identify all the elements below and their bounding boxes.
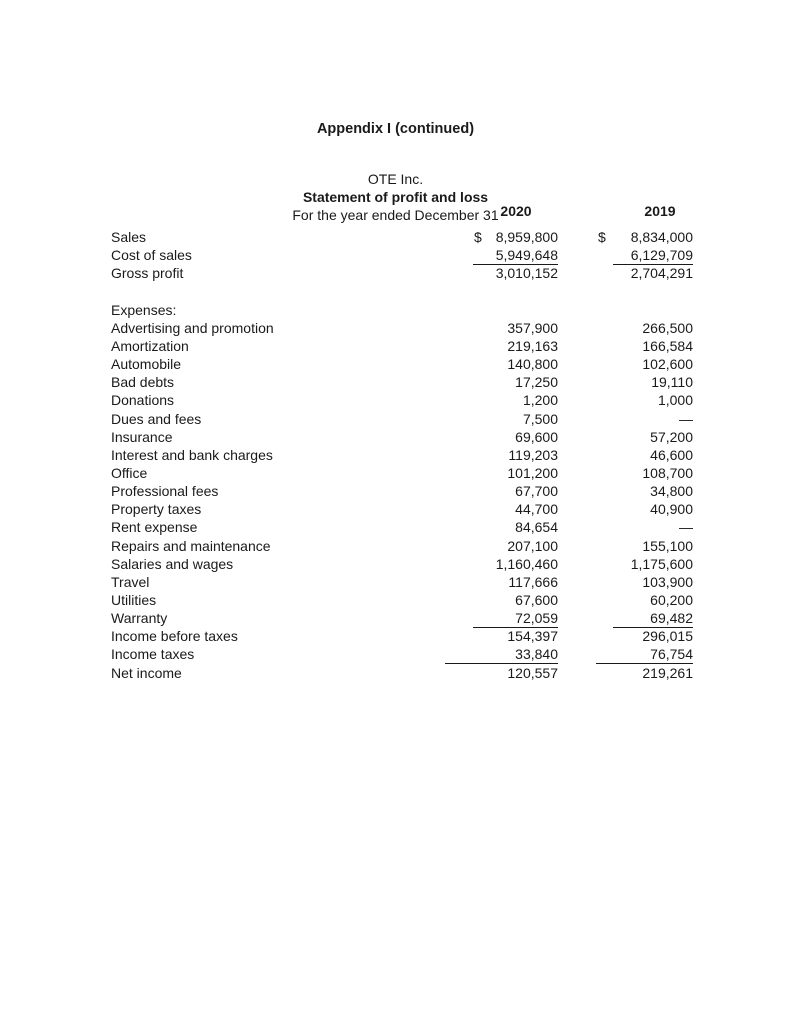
value-2019 <box>590 410 693 428</box>
value-2020 <box>440 627 558 645</box>
value-2019 <box>590 337 693 355</box>
value-text: 6,129,709 <box>630 247 693 264</box>
table-row <box>0 446 791 464</box>
value-2020 <box>440 410 558 428</box>
value-2019 <box>590 464 693 482</box>
value-2020 <box>440 609 558 627</box>
value-text: 101,200 <box>507 464 558 481</box>
value-2020 <box>440 355 558 373</box>
value-text: 5,949,648 <box>495 247 558 264</box>
value-text: 119,203 <box>508 446 558 463</box>
value-text: 154,397 <box>507 628 558 645</box>
value-2019 <box>590 537 693 555</box>
row-label: Expenses: <box>111 301 177 318</box>
table-row <box>0 555 791 573</box>
value-2020 <box>440 500 558 518</box>
value-text: 46,600 <box>650 446 693 463</box>
value-text: 219,261 <box>642 664 693 681</box>
appendix-title: Appendix I (continued) <box>316 121 475 137</box>
table-row <box>0 391 791 409</box>
value-text: 69,482 <box>650 610 693 627</box>
value-text: 3,010,152 <box>495 265 558 282</box>
value-text: 72,059 <box>515 610 558 627</box>
value-2019 <box>590 573 693 591</box>
value-2019 <box>590 482 693 500</box>
value-2020 <box>440 518 558 536</box>
row-label: Cost of sales <box>111 247 192 264</box>
value-2020 <box>440 482 558 500</box>
table-row <box>0 319 791 337</box>
table-row <box>0 464 791 482</box>
value-text: 219,163 <box>507 337 558 354</box>
table-row <box>0 373 791 391</box>
row-label: Automobile <box>111 356 182 373</box>
table-row <box>0 337 791 355</box>
value-2019 <box>590 391 693 409</box>
value-text: 67,600 <box>515 592 558 608</box>
value-text: 33,840 <box>515 646 558 663</box>
value-text: 117,666 <box>508 573 558 590</box>
value-text: 19,110 <box>651 374 693 391</box>
value-2020 <box>440 591 558 609</box>
table-row <box>0 282 791 300</box>
value-2019 <box>590 609 693 627</box>
value-2019 <box>590 355 693 373</box>
row-label: Rent expense <box>111 519 198 536</box>
row-label: Donations <box>111 392 175 409</box>
value-text: 1,175,600 <box>630 555 693 572</box>
row-label: Net income <box>111 664 182 681</box>
value-2019 <box>590 627 693 645</box>
value-text: 108,700 <box>642 464 693 481</box>
table-row <box>0 264 791 282</box>
value-text: 44,700 <box>515 501 558 518</box>
value-text: 140,800 <box>507 356 558 373</box>
table-row <box>0 573 791 591</box>
value-text: 76,754 <box>650 646 693 663</box>
row-label: Advertising and promotion <box>111 319 274 336</box>
value-2020 <box>440 537 558 555</box>
row-label: Dues and fees <box>111 410 202 427</box>
table-row <box>0 246 791 264</box>
row-label: Professional fees <box>111 483 219 500</box>
row-label: Utilities <box>111 592 157 608</box>
table-row <box>0 228 791 246</box>
row-label: Salaries and wages <box>111 555 234 572</box>
row-label: Bad debts <box>111 374 175 391</box>
value-2019 <box>590 664 693 682</box>
value-2020 <box>440 264 558 282</box>
value-2020 <box>440 319 558 337</box>
value-2019 <box>590 319 693 337</box>
table-row <box>0 355 791 373</box>
company-name: OTE Inc. <box>367 171 424 187</box>
value-2019 <box>590 264 693 282</box>
row-label: Interest and bank charges <box>111 446 273 463</box>
column-header-2019: 2019 <box>644 203 676 219</box>
value-text: 1,000 <box>657 392 693 409</box>
value-2019 <box>590 555 693 573</box>
value-text: 1,160,460 <box>495 555 558 572</box>
value-text: 84,654 <box>515 519 558 536</box>
value-2020 <box>440 246 558 264</box>
table-row <box>0 645 791 663</box>
value-2019 <box>590 228 693 246</box>
value-text: 2,704,291 <box>630 265 693 282</box>
table-row <box>0 537 791 555</box>
value-2020 <box>440 555 558 573</box>
value-2019 <box>590 428 693 446</box>
currency-symbol: $ <box>598 229 606 245</box>
value-text: — <box>679 519 693 536</box>
value-2020 <box>440 573 558 591</box>
table-row <box>0 518 791 536</box>
value-text: 67,700 <box>515 483 558 500</box>
value-2020 <box>440 228 558 246</box>
value-text: — <box>679 410 693 427</box>
value-text: 69,600 <box>515 428 558 445</box>
value-2019 <box>590 373 693 391</box>
value-text: 296,015 <box>642 628 693 645</box>
value-2020 <box>440 446 558 464</box>
value-2020 <box>440 464 558 482</box>
value-text: 40,900 <box>650 501 693 518</box>
value-2020 <box>440 337 558 355</box>
row-label: Insurance <box>111 428 173 445</box>
value-2019 <box>590 500 693 518</box>
currency-symbol: $ <box>474 229 482 245</box>
table-row <box>0 591 791 609</box>
value-text: 166,584 <box>642 337 693 354</box>
value-text: 17,250 <box>515 374 558 391</box>
value-text: 207,100 <box>507 537 558 554</box>
value-text: 103,900 <box>642 573 693 590</box>
row-label: Property taxes <box>111 501 202 518</box>
table-row <box>0 500 791 518</box>
value-text: 8,834,000 <box>630 229 693 245</box>
row-label: Travel <box>111 573 150 590</box>
value-2019 <box>590 246 693 264</box>
row-label: Amortization <box>111 337 189 354</box>
value-text: 57,200 <box>650 428 693 445</box>
table-row <box>0 428 791 446</box>
column-header-2020: 2020 <box>500 203 532 219</box>
table-row <box>0 301 791 319</box>
period-subtitle: For the year ended December 31 <box>292 207 499 223</box>
row-label: Repairs and maintenance <box>111 537 271 554</box>
table-row <box>0 609 791 627</box>
value-2020 <box>440 373 558 391</box>
value-2019 <box>590 645 693 663</box>
value-2020 <box>440 391 558 409</box>
value-text: 8,959,800 <box>495 229 558 245</box>
value-text: 120,557 <box>507 664 558 681</box>
table-row <box>0 664 791 682</box>
row-label: Gross profit <box>111 265 184 282</box>
value-2019 <box>590 518 693 536</box>
value-text: 155,100 <box>642 537 693 554</box>
value-text: 102,600 <box>642 356 693 373</box>
value-2019 <box>590 446 693 464</box>
value-2020 <box>440 664 558 682</box>
row-label: Income taxes <box>111 646 195 663</box>
value-text: 266,500 <box>642 319 693 336</box>
value-text: 357,900 <box>507 319 558 336</box>
table-row <box>0 482 791 500</box>
row-label: Sales <box>111 229 147 245</box>
value-2019 <box>590 591 693 609</box>
table-row <box>0 410 791 428</box>
value-text: 7,500 <box>522 410 558 427</box>
value-text: 60,200 <box>650 592 693 608</box>
table-row <box>0 627 791 645</box>
value-2020 <box>440 428 558 446</box>
row-label: Office <box>111 464 148 481</box>
statement-title: Statement of profit and loss <box>302 189 489 205</box>
row-label: Income before taxes <box>111 628 238 645</box>
row-label: Warranty <box>111 610 168 627</box>
value-text: 1,200 <box>522 392 558 409</box>
value-text: 34,800 <box>650 483 693 500</box>
value-2020 <box>440 645 558 663</box>
